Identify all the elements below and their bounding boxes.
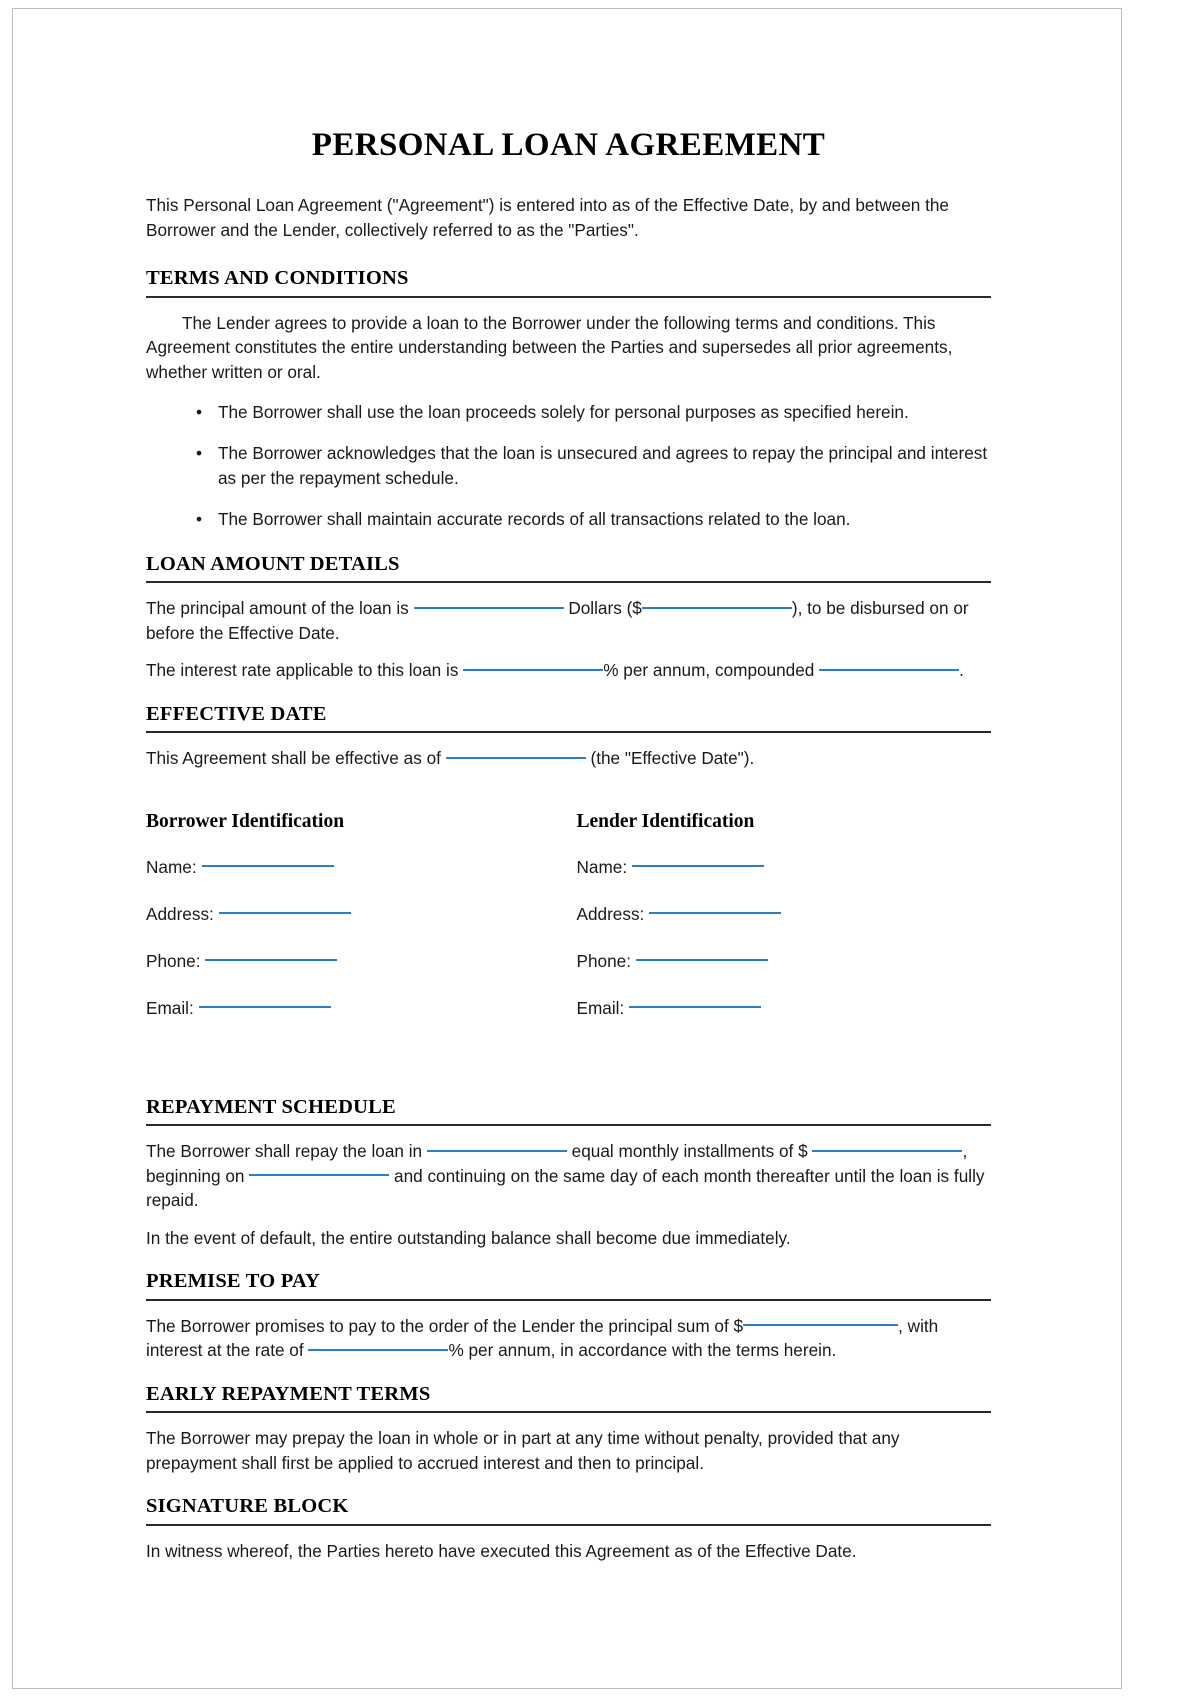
premise-text-1: The Borrower promises to pay to the order of the Lender the principal sum of $: [146, 1315, 744, 1336]
borrower-address-blank[interactable]: [219, 912, 351, 914]
borrower-address-row: [146, 902, 569, 926]
list-item-text: The Borrower shall use the loan proceeds solely for personal purposes as specified herein.: [218, 402, 909, 422]
list-item-text: The Borrower acknowledges that the loan is unsecured and agrees to repay the principal and interest as per the repayment schedule.: [218, 443, 988, 488]
borrower-email-label: Email:: [146, 997, 194, 1018]
bullet-icon: •: [196, 509, 203, 530]
principal-text-1: The principal amount of the loan is: [146, 598, 409, 619]
default-clause: In the event of default, the entire outstanding balance shall become due immediately.: [146, 1227, 791, 1248]
compounding-period-blank[interactable]: [819, 669, 959, 671]
lender-identification-heading: Lender Identification: [576, 810, 755, 832]
bullet-icon: •: [196, 443, 203, 464]
interest-text-1: The interest rate applicable to this loan is: [146, 660, 459, 681]
lender-name-blank[interactable]: [632, 865, 764, 867]
lender-address-blank[interactable]: [649, 912, 781, 914]
principal-amount-words-blank[interactable]: [414, 607, 564, 609]
interest-rate-sentence: [146, 658, 991, 682]
effective-date-text-1: This Agreement shall be effective as of: [146, 748, 441, 769]
lender-email-label: Email:: [576, 997, 625, 1018]
signature-block-paragraph: In witness whereof, the Parties hereto have executed this Agreement as of the Effective Date.: [146, 1540, 857, 1561]
borrower-name-row: [146, 855, 569, 879]
lender-phone-row: [577, 949, 992, 973]
lender-phone-blank[interactable]: [636, 959, 768, 961]
lender-identification-column: [569, 811, 992, 1020]
early-repayment-paragraph: The Borrower may prepay the loan in whole or in part at any time without penalty, provided that any prepayment shall first be applied to accrued interest and then to principal.: [146, 1428, 900, 1473]
section-heading-signature-block: SIGNATURE BLOCK: [146, 1495, 349, 1518]
section-divider: [146, 1411, 991, 1413]
borrower-email-row: [146, 996, 569, 1020]
interest-text-3: .: [959, 660, 964, 681]
page-title: PERSONAL LOAN AGREEMENT: [311, 127, 826, 163]
repayment-text-1: The Borrower shall repay the loan in: [146, 1141, 423, 1162]
lender-email-blank[interactable]: [629, 1006, 761, 1008]
principal-text-2: Dollars ($: [568, 598, 642, 619]
borrower-name-label: Name:: [146, 856, 197, 877]
first-payment-date-blank[interactable]: [249, 1174, 389, 1176]
repayment-sentence: [146, 1139, 991, 1212]
document-content: [146, 127, 991, 1576]
borrower-email-blank[interactable]: [199, 1006, 331, 1008]
section-repayment-schedule: [146, 1095, 991, 1250]
section-divider: [146, 1124, 991, 1126]
repayment-text-2: equal monthly installments of $: [571, 1141, 808, 1162]
section-divider: [146, 296, 991, 298]
section-heading-loan-amount: LOAN AMOUNT DETAILS: [146, 552, 400, 575]
section-heading-premise-to-pay: PREMISE TO PAY: [146, 1270, 321, 1293]
borrower-phone-label: Phone:: [146, 950, 201, 971]
principal-text-3: ), to be disbursed on or before the Effective Date.: [146, 598, 969, 643]
section-early-repayment-terms: [146, 1382, 991, 1475]
interest-text-2: % per annum, compounded: [603, 660, 815, 681]
effective-date-sentence: [146, 746, 991, 770]
section-heading-terms: TERMS AND CONDITIONS: [146, 267, 409, 290]
terms-paragraph: The Lender agrees to provide a loan to the Borrower under the following terms and conditions. This Agreement constitutes the entire understanding between the Parties and supersedes all prior agreements, whether written or oral.: [146, 312, 953, 382]
borrower-phone-blank[interactable]: [205, 959, 337, 961]
lender-email-row: [577, 996, 992, 1020]
section-terms-and-conditions: [146, 266, 991, 532]
borrower-name-blank[interactable]: [202, 865, 334, 867]
interest-rate-blank[interactable]: [463, 669, 603, 671]
installment-amount-blank[interactable]: [812, 1150, 962, 1152]
list-item-text: The Borrower shall maintain accurate records of all transactions related to the loan.: [218, 509, 851, 530]
identification-columns: [146, 811, 991, 1020]
principal-amount-sentence: [146, 596, 991, 645]
repayment-text-4: and continuing on the same day of each month thereafter until the loan is fully repaid.: [146, 1165, 985, 1211]
section-heading-repayment: REPAYMENT SCHEDULE: [146, 1095, 396, 1118]
effective-date-text-2: (the "Effective Date").: [590, 748, 755, 769]
lender-address-label: Address:: [576, 903, 645, 924]
lender-address-row: [577, 902, 992, 926]
borrower-identification-heading: Borrower Identification: [146, 810, 345, 832]
bullet-icon: •: [196, 402, 203, 422]
borrower-phone-row: [146, 949, 569, 973]
principal-amount-figures-blank[interactable]: [642, 607, 792, 609]
section-effective-date: [146, 702, 991, 1020]
intro-paragraph: This Personal Loan Agreement ("Agreement") is entered into as of the Effective Date, by and between the Borrower and the Lender, collectively referred to as the "Parties".: [146, 195, 949, 240]
lender-name-row: [577, 855, 992, 879]
list-item: [146, 507, 991, 531]
section-divider: [146, 581, 991, 583]
lender-phone-label: Phone:: [576, 950, 631, 971]
terms-bullet-list: [146, 400, 991, 532]
premise-to-pay-sentence: [146, 1314, 991, 1363]
section-heading-early-repayment: EARLY REPAYMENT TERMS: [146, 1382, 431, 1405]
section-heading-effective-date: EFFECTIVE DATE: [146, 702, 327, 725]
installment-count-blank[interactable]: [427, 1150, 567, 1152]
list-item: [146, 441, 991, 490]
section-signature-block: [146, 1494, 991, 1563]
layout-spacer: [146, 1020, 991, 1076]
section-divider: [146, 731, 991, 733]
premise-text-3: % per annum, in accordance with the terms herein.: [448, 1340, 837, 1361]
section-loan-amount-details: [146, 552, 991, 683]
effective-date-blank[interactable]: [446, 757, 586, 759]
borrower-identification-column: [146, 811, 569, 1020]
premise-interest-rate-blank[interactable]: [308, 1349, 448, 1351]
lender-name-label: Name:: [576, 856, 628, 877]
borrower-address-label: Address:: [146, 903, 214, 924]
repayment-text-3: , beginning on: [146, 1141, 968, 1186]
premise-principal-sum-blank[interactable]: [743, 1324, 898, 1326]
premise-text-2: , with interest at the rate of: [146, 1315, 939, 1361]
section-divider: [146, 1299, 991, 1301]
list-item: [146, 400, 991, 424]
section-premise-to-pay: [146, 1269, 991, 1362]
document-sheet: [12, 8, 1122, 1689]
section-divider: [146, 1524, 991, 1526]
